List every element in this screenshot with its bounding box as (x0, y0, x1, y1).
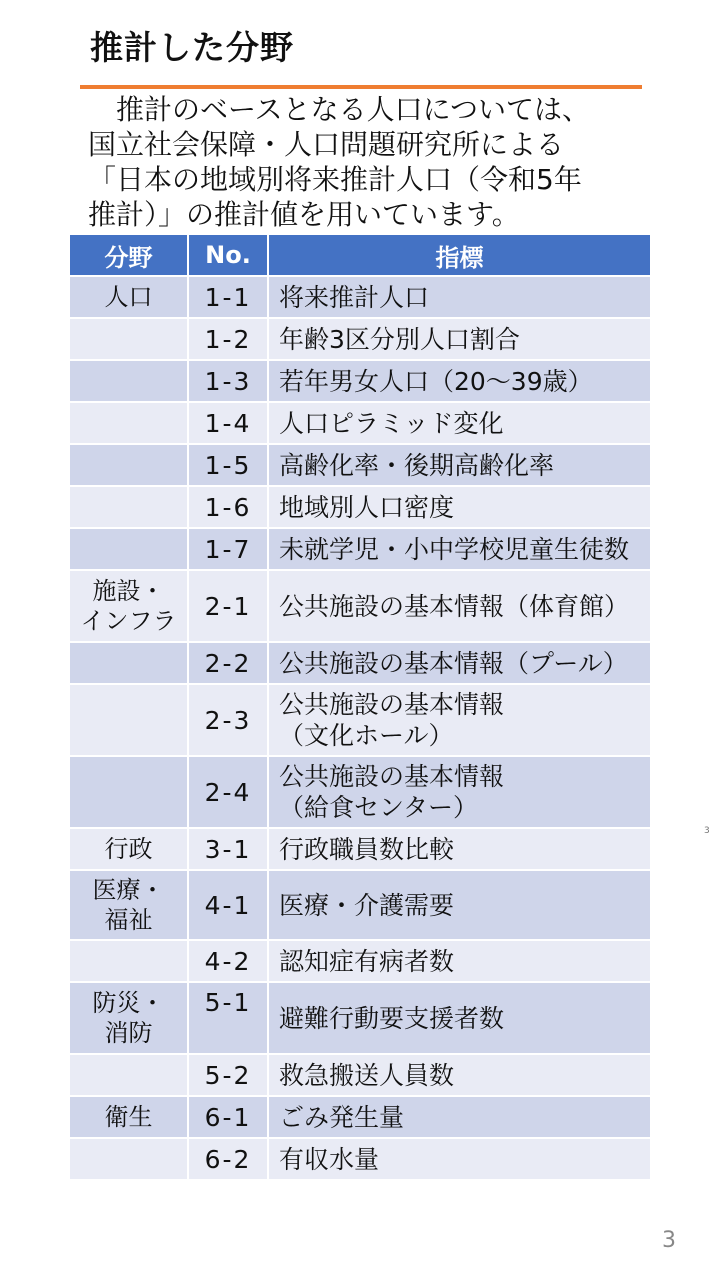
title-underline (80, 85, 642, 89)
cell-no: 1-3 (188, 360, 268, 402)
table-row (70, 1138, 650, 1180)
cell-no: 5-2 (188, 1054, 268, 1096)
header-field: 分野 (70, 235, 188, 276)
cell-no: 4-2 (188, 940, 268, 982)
cell-indicator (268, 486, 650, 528)
cell-no: 1-4 (188, 402, 268, 444)
indicator-label: （給食センター） (279, 793, 479, 822)
cell-field (70, 444, 188, 486)
header-indicator: 指標 (268, 235, 650, 276)
table-row (70, 684, 650, 756)
indicator-label: 公共施設の基本情報（体育館） (279, 591, 630, 621)
page-title: 推計した分野 (90, 28, 294, 67)
table-row (70, 318, 650, 360)
cell-field (70, 642, 188, 684)
cell-field (70, 828, 188, 870)
indicator-label: 公共施設の基本情報（プール） (279, 648, 628, 678)
field-indicator-table (70, 235, 650, 1181)
cell-no: 1-5 (188, 444, 268, 486)
cell-no: 4-1 (188, 870, 268, 940)
table-header-row (70, 235, 650, 276)
field-label: 防災・ (92, 989, 165, 1017)
cell-no: 6-1 (188, 1096, 268, 1138)
intro-paragraph (88, 92, 648, 232)
cell-no: 3-1 (188, 828, 268, 870)
cell-field (70, 1054, 188, 1096)
cell-indicator (268, 276, 650, 318)
intro-line: 国立社会保障・人口問題研究所による (88, 128, 565, 161)
cell-indicator (268, 1138, 650, 1180)
cell-field (70, 982, 188, 1054)
cell-no: 2-4 (188, 756, 268, 828)
cell-indicator (268, 684, 650, 756)
cell-field (70, 570, 188, 642)
field-label: 行政 (104, 835, 153, 863)
cell-indicator (268, 402, 650, 444)
indicator-label: 医療・介護需要 (279, 890, 455, 920)
cell-no: 5-1 (188, 982, 268, 1054)
indicator-label: 年齢3区分別人口割合 (279, 324, 520, 354)
indicator-label: 認知症有病者数 (279, 946, 455, 976)
page-number: 3 (662, 1228, 676, 1253)
cell-indicator (268, 828, 650, 870)
cell-field (70, 360, 188, 402)
cell-field (70, 940, 188, 982)
field-label: 衛生 (104, 1103, 153, 1131)
cell-indicator (268, 570, 650, 642)
field-label: 福祉 (104, 906, 153, 934)
cell-field (70, 1096, 188, 1138)
cell-no: 2-2 (188, 642, 268, 684)
table-row (70, 360, 650, 402)
cell-indicator (268, 1054, 650, 1096)
table-row (70, 276, 650, 318)
cell-indicator (268, 642, 650, 684)
cell-indicator (268, 870, 650, 940)
field-label: インフラ (80, 607, 177, 635)
cell-field (70, 1138, 188, 1180)
intro-line: 推計）」の推計値を用いています。 (88, 198, 520, 231)
indicator-label: 未就学児・小中学校児童生徒数 (279, 534, 630, 564)
table-body (70, 276, 650, 1180)
cell-field (70, 756, 188, 828)
cell-field (70, 318, 188, 360)
indicator-label: 避難行動要支援者数 (279, 1003, 505, 1033)
cell-no: 1-6 (188, 486, 268, 528)
table-row (70, 1054, 650, 1096)
table-row (70, 402, 650, 444)
cell-indicator (268, 318, 650, 360)
table-row (70, 982, 650, 1054)
indicator-label: 人口ピラミッド変化 (279, 408, 504, 438)
indicator-label: ごみ発生量 (279, 1102, 405, 1132)
table-row (70, 486, 650, 528)
cell-indicator (268, 940, 650, 982)
indicator-label: 行政職員数比較 (279, 834, 455, 864)
cell-no: 2-3 (188, 684, 268, 756)
table-row (70, 1096, 650, 1138)
table-row (70, 940, 650, 982)
cell-field (70, 402, 188, 444)
indicator-label: 公共施設の基本情報 (279, 690, 505, 719)
field-label: 施設・ (92, 577, 165, 605)
table-row (70, 870, 650, 940)
cell-no: 6-2 (188, 1138, 268, 1180)
indicator-label: 有収水量 (279, 1144, 380, 1174)
indicator-label: 救急搬送人員数 (279, 1060, 455, 1090)
field-label: 医療・ (92, 876, 165, 904)
cell-field (70, 870, 188, 940)
indicator-label: （文化ホール） (279, 721, 454, 750)
cell-indicator (268, 444, 650, 486)
cell-field (70, 528, 188, 570)
cell-no: 2-1 (188, 570, 268, 642)
cell-field (70, 486, 188, 528)
table-row (70, 756, 650, 828)
intro-line: 推計のベースとなる人口については、 (88, 93, 591, 126)
intro-line: 「日本の地域別将来推計人口（令和5年 (88, 163, 582, 196)
table-row (70, 528, 650, 570)
cell-indicator (268, 360, 650, 402)
cell-indicator (268, 528, 650, 570)
cell-no: 1-2 (188, 318, 268, 360)
indicator-label: 若年男女人口（20～39歳） (279, 366, 593, 396)
cell-indicator (268, 982, 650, 1054)
field-label: 消防 (104, 1019, 153, 1047)
table-row (70, 570, 650, 642)
cell-no: 1-7 (188, 528, 268, 570)
cell-field (70, 684, 188, 756)
side-page-number: 3 (704, 826, 710, 836)
cell-no: 1-1 (188, 276, 268, 318)
table-row (70, 642, 650, 684)
cell-field (70, 276, 188, 318)
indicator-label: 将来推計人口 (279, 282, 430, 312)
cell-indicator (268, 756, 650, 828)
indicator-label: 地域別人口密度 (279, 492, 455, 522)
cell-indicator (268, 1096, 650, 1138)
indicator-label: 高齢化率・後期高齢化率 (279, 450, 555, 480)
table-row (70, 828, 650, 870)
indicator-label: 公共施設の基本情報 (279, 762, 505, 791)
table-row (70, 444, 650, 486)
field-label: 人口 (104, 283, 153, 311)
header-no: No. (188, 235, 268, 276)
